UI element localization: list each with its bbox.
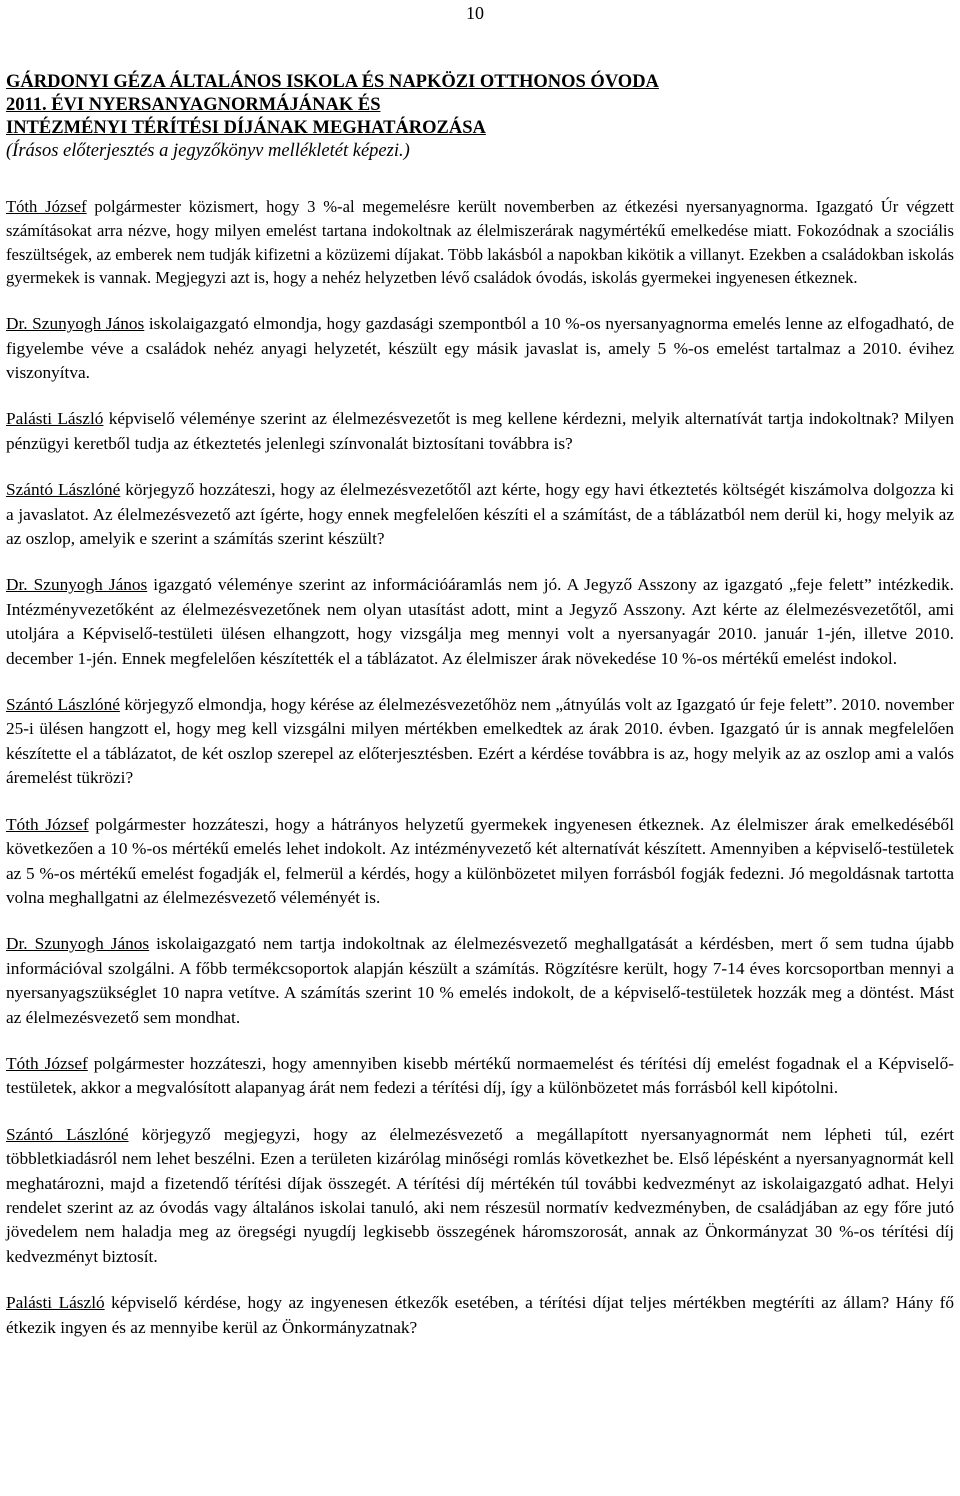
document-title xyxy=(6,71,954,163)
speaker-name: Szántó Lászlóné xyxy=(6,1124,129,1144)
paragraph-text: polgármester hozzáteszi, hogy a hátrányos helyzetű gyermekek ingyenesen étkeznek. Az élelmiszer árak emelkedéséből következően a 10 %-os mértékű emelés lehet indokolt. Az intézményvezető két alternatívát készített. Amennyiben a képviselő-testületek az 5 %-os mértékű emelést fogadják el, felmerül a kérdés, hogy a különbözetet milyen forrásból fogják fedezni. Jó megoldásnak tartotta volna meghallgatni az élelmezésvezető véleményét is. xyxy=(6,814,954,907)
paragraph xyxy=(6,1052,954,1101)
paragraph-text: körjegyző hozzáteszi, hogy az élelmezésvezetőtől azt kérte, hogy egy havi étkeztetés költségét kiszámolva dolgozza ki a javaslatot. Az élelmezésvezető azt ígérte, hogy ennek megfelelően készíti el a számítást, de a táblázatból nem derül ki, hogy melyik az az oszlop, amelyik e szerint a számítás szerint készült? xyxy=(6,480,955,549)
paragraph-text: polgármester hozzáteszi, hogy amennyiben kisebb mértékű normaemelést és térítési díj emelést fogadnak el a Képviselő-testületek, akkor a megvalósított alapanyag árát nem fedezi a térítési díj, így a különbözetet más forrásból kell kipótolni. xyxy=(6,1053,954,1098)
paragraph xyxy=(6,932,954,1030)
title-line-1: GÁRDONYI GÉZA ÁLTALÁNOS ISKOLA ÉS NAPKÖZI OTTHONOS ÓVODA xyxy=(6,72,659,92)
paragraph xyxy=(6,1123,954,1269)
paragraph xyxy=(6,1291,954,1340)
paragraph-text: iskolaigazgató nem tartja indokoltnak az élelmezésvezető meghallgatását a kérdésben, mert ő sem tudna újabb információval szolgálni. A főbb termékcsoportok alapján készült a számítás. Rögzítésre került, hogy 7-14 éves korcsoportban mennyi a nyersanyagszükséglet 10 napra vetítve. A számítás szerint 10 % emelés indokolt, de a képviselő-testületek hozzák meg a döntést. Mást az élelmezésvezető sem mondhat. xyxy=(6,934,954,1027)
paragraph xyxy=(6,693,954,791)
paragraph xyxy=(6,407,954,456)
paragraph xyxy=(6,813,954,911)
speaker-name: Dr. Szunyogh János xyxy=(6,934,150,954)
speaker-name: Dr. Szunyogh János xyxy=(6,575,148,595)
paragraph xyxy=(6,573,954,671)
speaker-name: Dr. Szunyogh János xyxy=(6,314,145,334)
paragraph-text: iskolaigazgató elmondja, hogy gazdasági szempontból a 10 %-os nyersanyagnorma emelés lenne az elfogadható, de figyelembe véve a családok nehéz anyagi helyzetét, készült egy másik javaslat is, amely 5 %-os emelést tartalmaz a 2010. évihez viszonyítva. xyxy=(6,314,954,382)
title-subtitle: (Írásos előterjesztés a jegyzőkönyv mellékletét képezi.) xyxy=(6,141,410,161)
speaker-name: Tóth József xyxy=(6,1053,88,1073)
paragraph-text: körjegyző megjegyzi, hogy az élelmezésvezető a megállapított nyersanyagnormát nem lépheti túl, ezért többletkiadásról nem lehet beszélni. Ezen a területen kizárólag minőségi romlás következhet be. Első lépésként a nyersanyagnormát kell meghatározni, majd a fizetendő térítési díjak összegét. A térítési díj mértékén túl további kedvezményt az iskolaigazgató adhat. Helyi rendelet szerint az az óvodás vagy általános iskolai tanuló, aki nem részesül normatív kedvezményben, de családjában az egy főre jutó jövedelem nem haladja meg az öregségi nyugdíj legkisebb összegének háromszorosát, annak az Önkormányzat 30 %-os térítési díj kedvezményt biztosít. xyxy=(6,1124,955,1266)
paragraph-text: képviselő kérdése, hogy az ingyenesen étkezők esetében, a térítési díjat teljes mértékben megtéríti az állam? Hány fő étkezik ingyen és az mennyibe kerül az Önkormányzatnak? xyxy=(6,1293,954,1337)
speaker-name: Palásti László xyxy=(6,409,104,429)
speaker-name: Palásti László xyxy=(6,1293,105,1313)
minutes-body xyxy=(6,195,954,1362)
page-number: 10 xyxy=(466,3,484,23)
speaker-name: Tóth József xyxy=(6,814,89,834)
paragraph xyxy=(6,195,954,290)
speaker-name: Tóth József xyxy=(6,197,87,216)
paragraph xyxy=(6,478,954,551)
title-line-3: INTÉZMÉNYI TÉRÍTÉSI DÍJÁNAK MEGHATÁROZÁSA xyxy=(6,118,486,138)
speaker-name: Szántó Lászlóné xyxy=(6,480,121,500)
paragraph xyxy=(6,312,954,385)
speaker-name: Szántó Lászlóné xyxy=(6,695,120,715)
title-line-2: 2011. ÉVI NYERSANYAGNORMÁJÁNAK ÉS xyxy=(6,95,381,115)
paragraph-text: körjegyző elmondja, hogy kérése az élelmezésvezetőhöz nem „átnyúlás volt az Igazgató úr feje felett”. 2010. november 25-i ülésen hangzott el, hogy meg kell vizsgálni milyen mértékben emelkedtek az árak 2010. évben. Igazgató úr is annak megfelelően készítette el a táblázatot, de két oszlop szerepel az előterjesztésben. Ezért a kérdése továbbra is az, hogy melyik az az oszlop ami a valós áremelést tükrözi? xyxy=(6,695,954,788)
paragraph-text: igazgató véleménye szerint az információáramlás nem jó. A Jegyző Asszony az igazgató „feje felett” intézkedik. Intézményvezetőként az élelmezésvezetőnek nem olyan utasítást adott, mint a Jegyző Asszony. Azt kérte az élelmezésvezetőtől, ami utoljára a Képviselő-testületi ülésen elhangzott, hogy vizsgálja meg mennyi volt a nyersanyagár 2010. január 1-jén, illetve 2010. december 1-jén. Ennek megfelelően készítették el a táblázatot. Az élelmiszer árak növekedése 10 %-os mértékű emelést indokol. xyxy=(6,575,954,668)
paragraph-text: képviselő véleménye szerint az élelmezésvezetőt is meg kellene kérdezni, melyik alternatívát tartja indokoltnak? Milyen pénzügyi keretből tudja az étkeztetés jelenlegi színvonalát biztosítani továbbra is? xyxy=(6,409,954,453)
paragraph-text: polgármester közismert, hogy 3 %-al megemelésre került novemberben az étkezési nyersanyagnorma. Igazgató Úr végzett számításokat arra nézve, hogy milyen emelést tartana indokoltnak az élelmiszerárak nagymértékű emelkedése miatt. Fokozódnak a szociális feszültségek, az emberek nem tudják kifizetni a közüzemi díjakat. Több lakásból a napokban kikötik a villanyt. Ezekben a családokban iskolás gyermekek is vannak. Megjegyzi azt is, hogy a nehéz helyzetben lévő családok óvodás, iskolás gyermekei ingyenesen étkeznek. xyxy=(6,197,954,288)
